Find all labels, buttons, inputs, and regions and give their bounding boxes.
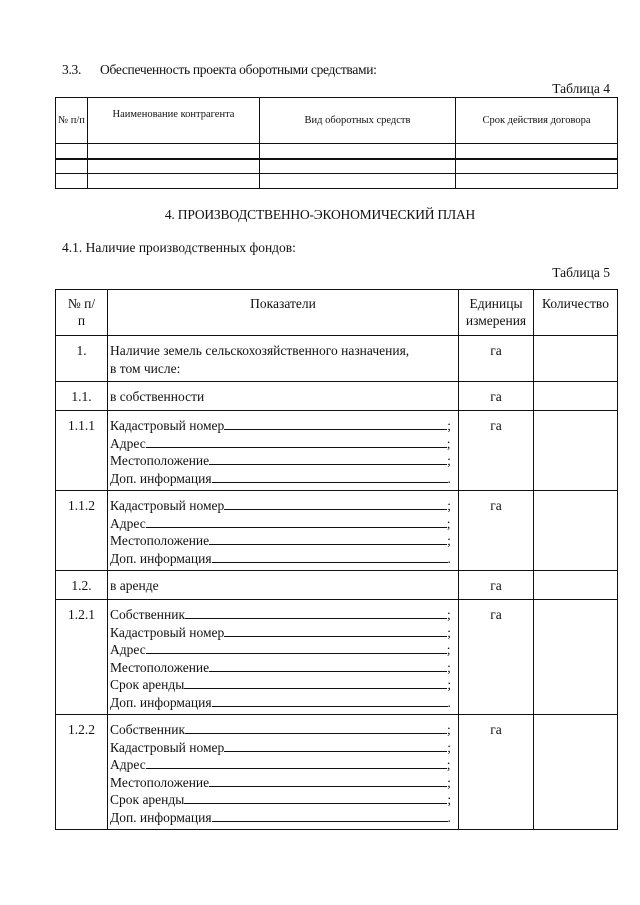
unit-cell: га — [459, 491, 534, 571]
row-description — [108, 336, 459, 382]
row-number: 1. — [56, 336, 108, 382]
section-4-1-heading: 4.1. Наличие производственных фондов: — [62, 240, 296, 255]
quantity-cell[interactable] — [534, 491, 618, 571]
field-label: Адрес — [110, 435, 146, 451]
field-label: Срок аренды — [110, 792, 185, 807]
table-5-header-cell: № п/п — [56, 290, 108, 336]
table-cell[interactable] — [88, 144, 260, 159]
table-5-header-cell: Показатели — [108, 290, 459, 336]
field-label: Адрес — [110, 515, 146, 531]
row-description — [108, 600, 459, 715]
description-line — [110, 435, 456, 453]
section-title: Обеспеченность проекта оборотными средствами: — [100, 62, 377, 77]
row-number: 1.1. — [56, 382, 108, 411]
description-line — [110, 532, 456, 550]
table-5-header-cell: Единицы измерения — [459, 290, 534, 336]
unit-cell: га — [459, 715, 534, 830]
table-4 — [55, 97, 618, 189]
row-description — [108, 411, 459, 491]
field-label: Местоположение — [110, 453, 210, 468]
table-4-caption: Таблица 4 — [552, 81, 610, 96]
fill-in-blank[interactable] — [209, 453, 447, 465]
row-description — [108, 571, 459, 600]
fill-in-blank[interactable] — [146, 516, 447, 528]
fill-in-blank[interactable] — [184, 677, 447, 689]
unit-cell: га — [459, 336, 534, 382]
field-label: в аренде — [110, 578, 159, 593]
description-line — [110, 388, 456, 406]
line-terminator: ; — [446, 757, 451, 772]
table-4-header-cell: Наименование контрагента — [88, 98, 260, 144]
field-label: в собственности — [110, 389, 205, 404]
description-line — [110, 791, 456, 809]
fill-in-blank[interactable] — [146, 436, 447, 448]
table-cell[interactable] — [260, 159, 456, 174]
description-line — [110, 342, 456, 360]
field-label: Кадастровый номер — [110, 498, 225, 513]
fill-in-blank[interactable] — [224, 625, 447, 637]
line-terminator: ; — [447, 722, 451, 737]
field-label: Местоположение — [110, 774, 210, 790]
table-row — [56, 174, 618, 189]
table-cell[interactable] — [56, 159, 88, 174]
fill-in-blank[interactable] — [185, 607, 447, 619]
table-cell[interactable] — [260, 144, 456, 159]
description-line — [110, 694, 456, 712]
row-description — [108, 715, 459, 830]
section-4-title: 4. ПРОИЗВОДСТВЕННО-ЭКОНОМИЧЕСКИЙ ПЛАН — [164, 207, 476, 222]
line-terminator: ; — [446, 435, 451, 451]
table-cell[interactable] — [56, 174, 88, 189]
fill-in-blank[interactable] — [212, 695, 448, 707]
description-line — [110, 577, 456, 595]
field-label: Кадастровый номер — [110, 739, 225, 755]
fill-in-blank[interactable] — [212, 471, 448, 483]
description-line — [110, 809, 456, 827]
table-cell[interactable] — [56, 144, 88, 159]
description-line — [110, 452, 456, 470]
fill-in-blank[interactable] — [146, 642, 447, 654]
table-cell[interactable] — [260, 174, 456, 189]
description-line — [110, 739, 456, 757]
row-number: 1.2.1 — [56, 600, 108, 715]
field-label: Собственник — [110, 607, 186, 622]
row-description — [108, 491, 459, 571]
description-line — [110, 774, 456, 792]
section-number: 3.3. — [62, 62, 82, 77]
description-line — [110, 360, 456, 378]
section-3-3-heading — [62, 62, 377, 78]
field-label: в том числе: — [110, 360, 181, 376]
fill-in-blank[interactable] — [146, 757, 447, 769]
table-row — [56, 336, 618, 382]
field-label: Доп. информация — [110, 809, 212, 825]
description-line — [110, 721, 456, 739]
row-description — [108, 382, 459, 411]
field-label: Наличие земель сельскохозяйственного назначения, — [110, 343, 410, 358]
unit-cell: га — [459, 382, 534, 411]
field-label: Срок аренды — [110, 677, 185, 692]
table-cell[interactable] — [456, 159, 618, 174]
description-line — [110, 624, 456, 642]
line-terminator: ; — [447, 533, 451, 548]
description-line — [110, 550, 456, 568]
line-terminator: ; — [447, 498, 452, 513]
fill-in-blank[interactable] — [185, 722, 447, 734]
field-label: Адрес — [110, 757, 146, 772]
table-5 — [55, 289, 618, 830]
table-row — [56, 144, 618, 159]
row-number: 1.1.2 — [56, 491, 108, 571]
table-5-header-cell: Количество — [534, 290, 618, 336]
quantity-cell[interactable] — [534, 600, 618, 715]
line-terminator: ; — [447, 418, 452, 433]
table-cell[interactable] — [88, 174, 260, 189]
field-label: Доп. информация — [110, 550, 212, 566]
table-4-header-cell: Вид оборотных средств — [260, 98, 456, 144]
fill-in-blank[interactable] — [224, 418, 447, 430]
line-terminator: . — [447, 470, 451, 486]
table-cell[interactable] — [456, 144, 618, 159]
table-5-header-row — [56, 290, 618, 336]
table-row — [56, 571, 618, 600]
quantity-cell[interactable] — [534, 411, 618, 491]
line-terminator: ; — [447, 659, 451, 675]
table-cell[interactable] — [456, 174, 618, 189]
line-terminator: ; — [447, 774, 451, 790]
fill-in-blank[interactable] — [184, 792, 447, 804]
field-label: Кадастровый номер — [110, 418, 225, 433]
table-cell[interactable] — [88, 159, 260, 174]
unit-cell: га — [459, 600, 534, 715]
row-number: 1.2.2 — [56, 715, 108, 830]
quantity-cell[interactable] — [534, 336, 618, 382]
field-label: Местоположение — [110, 659, 210, 675]
table-4-header-cell: Срок действия договора — [456, 98, 618, 144]
line-terminator: . — [447, 694, 451, 710]
fill-in-blank[interactable] — [224, 498, 447, 510]
field-label: Доп. информация — [110, 694, 212, 710]
quantity-cell[interactable] — [534, 571, 618, 600]
row-number: 1.1.1 — [56, 411, 108, 491]
line-terminator: ; — [447, 453, 451, 468]
field-label: Адрес — [110, 642, 146, 657]
line-terminator: . — [447, 809, 451, 825]
table-row — [56, 411, 618, 491]
fill-in-blank[interactable] — [224, 740, 447, 752]
table-5-caption: Таблица 5 — [552, 265, 610, 280]
description-line — [110, 659, 456, 677]
line-terminator: ; — [447, 792, 452, 807]
table-4-header-row — [56, 98, 618, 144]
description-line — [110, 417, 456, 435]
table-row — [56, 382, 618, 411]
description-line — [110, 497, 456, 515]
description-line — [110, 606, 456, 624]
description-line — [110, 515, 456, 533]
table-4-header-cell: № п/п — [56, 98, 88, 144]
table-row — [56, 491, 618, 571]
quantity-cell[interactable] — [534, 715, 618, 830]
unit-cell: га — [459, 571, 534, 600]
fill-in-blank[interactable] — [209, 775, 447, 787]
field-label: Доп. информация — [110, 470, 212, 486]
table-row — [56, 600, 618, 715]
row-number: 1.2. — [56, 571, 108, 600]
line-terminator: ; — [447, 607, 451, 622]
line-terminator: ; — [447, 677, 452, 692]
table-row — [56, 159, 618, 174]
line-terminator: ; — [447, 624, 452, 640]
fill-in-blank[interactable] — [209, 533, 447, 545]
fill-in-blank[interactable] — [212, 810, 448, 822]
line-terminator: . — [447, 550, 451, 566]
table-row — [56, 715, 618, 830]
line-terminator: ; — [446, 515, 451, 531]
field-label: Кадастровый номер — [110, 624, 225, 640]
description-line — [110, 470, 456, 488]
line-terminator: ; — [446, 642, 451, 657]
description-line — [110, 756, 456, 774]
quantity-cell[interactable] — [534, 382, 618, 411]
field-label: Местоположение — [110, 533, 210, 548]
fill-in-blank[interactable] — [212, 551, 448, 563]
field-label: Собственник — [110, 722, 186, 737]
description-line — [110, 676, 456, 694]
unit-cell: га — [459, 411, 534, 491]
description-line — [110, 641, 456, 659]
fill-in-blank[interactable] — [209, 660, 447, 672]
line-terminator: ; — [447, 739, 452, 755]
